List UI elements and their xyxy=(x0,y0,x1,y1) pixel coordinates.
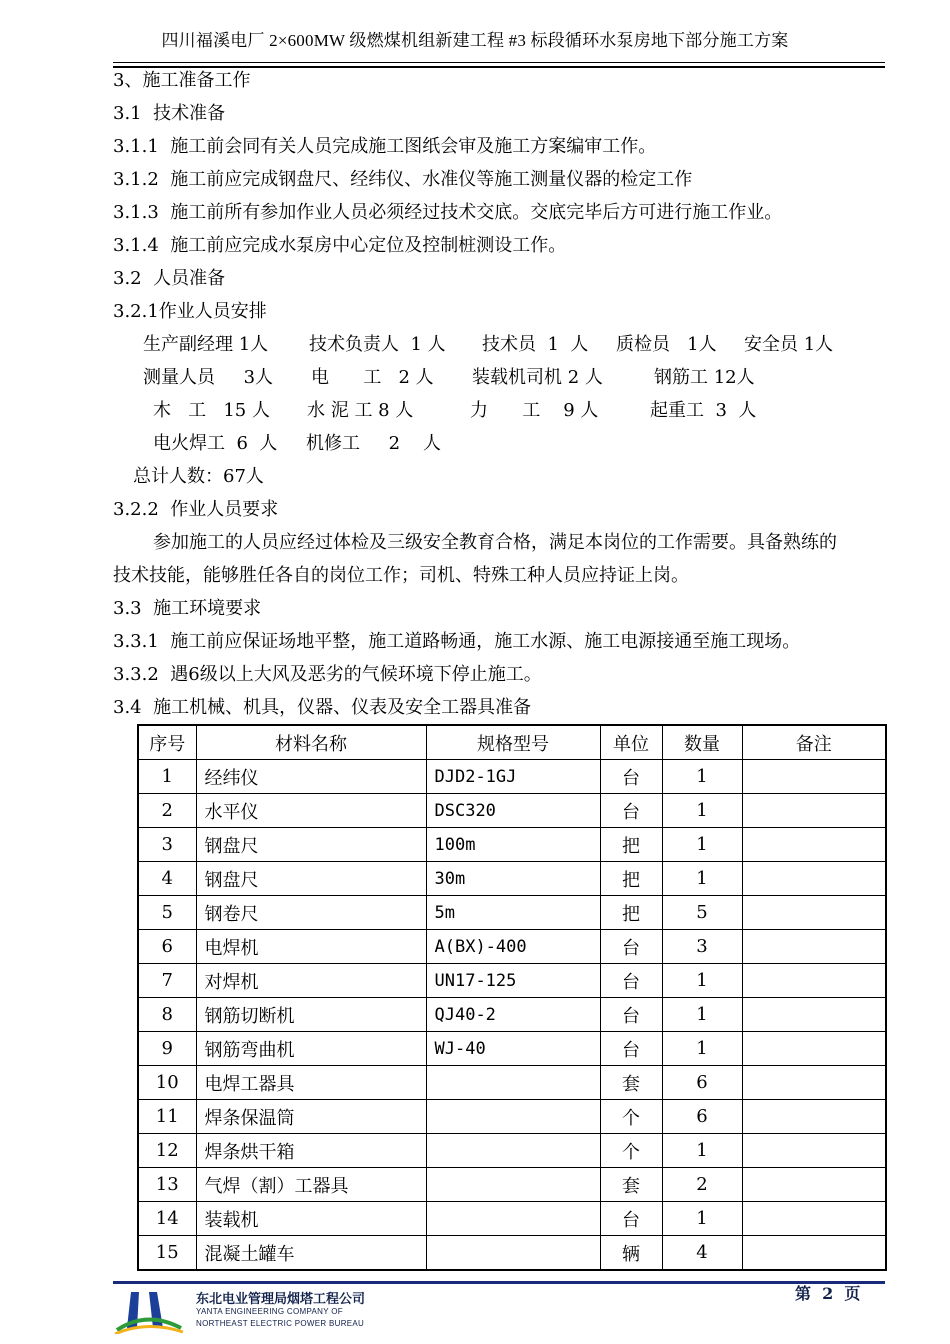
company-name-cn: 东北电业管理局烟塔工程公司 xyxy=(196,1292,366,1307)
unit-cell: 台 xyxy=(600,794,662,828)
table-row xyxy=(138,1134,886,1168)
paragraph-line: 3.3.1 施工前应保证场地平整，施工道路畅通，施工水源、施工电源接通至施工现场。 xyxy=(113,631,801,652)
unit-cell: 把 xyxy=(600,862,662,896)
remark-cell xyxy=(742,1202,886,1236)
staff-item: 钢筋工 12人 xyxy=(654,367,755,388)
paragraph-line: 参加施工的人员应经过体检及三级安全教育合格，满足本岗位的工作需要。具备熟练的 xyxy=(153,532,837,553)
remark-cell xyxy=(742,964,886,998)
staff-item: 技术负责人 1 人 xyxy=(309,334,446,355)
staff-item: 起重工 3 人 xyxy=(650,400,757,421)
paragraph-line: 技术技能，能够胜任各自的岗位工作；司机、特殊工种人员应持证上岗。 xyxy=(113,565,689,586)
quantity-cell: 1 xyxy=(662,1134,742,1168)
material-name-cell: 电焊机 xyxy=(196,930,426,964)
table-header-row xyxy=(138,725,886,760)
unit-cell: 台 xyxy=(600,998,662,1032)
material-name-cell: 装载机 xyxy=(196,1202,426,1236)
row-index-cell: 5 xyxy=(138,896,196,930)
section-heading: 3、施工准备工作 xyxy=(113,70,251,91)
quantity-cell: 1 xyxy=(662,1202,742,1236)
remark-cell xyxy=(742,930,886,964)
page-header-title: 四川福溪电厂 2×600MW 级燃煤机组新建工程 #3 标段循环水泵房地下部分施工方案 xyxy=(161,31,789,50)
spec-cell: WJ-40 xyxy=(426,1032,600,1066)
material-name-cell: 钢筋弯曲机 xyxy=(196,1032,426,1066)
material-name-cell: 对焊机 xyxy=(196,964,426,998)
header-rule-thick xyxy=(113,66,885,68)
row-index-cell: 1 xyxy=(138,760,196,794)
spec-cell: 5m xyxy=(426,896,600,930)
column-header: 序号 xyxy=(138,725,196,760)
unit-cell: 台 xyxy=(600,930,662,964)
company-name-en-line2: NORTHEAST ELECTRIC POWER BUREAU xyxy=(196,1319,365,1328)
unit-cell: 把 xyxy=(600,828,662,862)
remark-cell xyxy=(742,862,886,896)
column-header: 备注 xyxy=(742,725,886,760)
material-name-cell: 钢卷尺 xyxy=(196,896,426,930)
quantity-cell: 1 xyxy=(662,862,742,896)
paragraph-line: 3.1.2 施工前应完成钢盘尺、经纬仪、水准仪等施工测量仪器的检定工作 xyxy=(113,169,693,190)
spec-cell xyxy=(426,1168,600,1202)
unit-cell: 辆 xyxy=(600,1236,662,1271)
remark-cell xyxy=(742,998,886,1032)
spec-cell: QJ40-2 xyxy=(426,998,600,1032)
row-index-cell: 4 xyxy=(138,862,196,896)
table-body xyxy=(138,760,886,1271)
unit-cell: 个 xyxy=(600,1100,662,1134)
remark-cell xyxy=(742,896,886,930)
table-row xyxy=(138,828,886,862)
unit-cell: 台 xyxy=(600,760,662,794)
spec-cell: DJD2-1GJ xyxy=(426,760,600,794)
staff-item: 质检员 1人 xyxy=(616,334,717,355)
quantity-cell: 6 xyxy=(662,1100,742,1134)
spec-cell: 100m xyxy=(426,828,600,862)
paragraph-line: 3.1.4 施工前应完成水泵房中心定位及控制桩测设工作。 xyxy=(113,235,567,256)
row-index-cell: 13 xyxy=(138,1168,196,1202)
staff-item: 电火焊工 6 人 xyxy=(153,433,278,454)
unit-cell: 个 xyxy=(600,1134,662,1168)
staff-item: 技术员 1 人 xyxy=(482,334,589,355)
row-index-cell: 12 xyxy=(138,1134,196,1168)
staff-item: 木 工 15 人 xyxy=(153,400,270,421)
spec-cell xyxy=(426,1202,600,1236)
spec-cell xyxy=(426,1066,600,1100)
row-index-cell: 6 xyxy=(138,930,196,964)
quantity-cell: 1 xyxy=(662,1032,742,1066)
staff-item: 生产副经理 1人 xyxy=(143,334,269,355)
paragraph-line: 3.2.1作业人员安排 xyxy=(113,301,267,322)
row-index-cell: 15 xyxy=(138,1236,196,1271)
staff-item: 装载机司机 2 人 xyxy=(472,367,603,388)
staff-row xyxy=(0,334,950,356)
table-row xyxy=(138,930,886,964)
remark-cell xyxy=(742,760,886,794)
paragraph-line: 3.3.2 遇6级以上大风及恶劣的气候环境下停止施工。 xyxy=(113,664,542,685)
quantity-cell: 1 xyxy=(662,828,742,862)
spec-cell xyxy=(426,1134,600,1168)
quantity-cell: 1 xyxy=(662,794,742,828)
remark-cell xyxy=(742,1134,886,1168)
staff-item: 机修工 2 人 xyxy=(306,433,441,454)
quantity-cell: 1 xyxy=(662,760,742,794)
quantity-cell: 2 xyxy=(662,1168,742,1202)
column-header: 规格型号 xyxy=(426,725,600,760)
row-index-cell: 3 xyxy=(138,828,196,862)
quantity-cell: 6 xyxy=(662,1066,742,1100)
table-row xyxy=(138,1066,886,1100)
subsection-heading: 3.2.2 作业人员要求 xyxy=(113,499,279,520)
remark-cell xyxy=(742,828,886,862)
remark-cell xyxy=(742,1168,886,1202)
header-rule-thin xyxy=(113,62,885,63)
quantity-cell: 3 xyxy=(662,930,742,964)
remark-cell xyxy=(742,1032,886,1066)
unit-cell: 台 xyxy=(600,1032,662,1066)
table-row xyxy=(138,896,886,930)
material-name-cell: 焊条保温筒 xyxy=(196,1100,426,1134)
row-index-cell: 10 xyxy=(138,1066,196,1100)
unit-cell: 台 xyxy=(600,964,662,998)
table-row xyxy=(138,1236,886,1271)
remark-cell xyxy=(742,1100,886,1134)
quantity-cell: 1 xyxy=(662,964,742,998)
remark-cell xyxy=(742,1236,886,1271)
row-index-cell: 8 xyxy=(138,998,196,1032)
unit-cell: 套 xyxy=(600,1066,662,1100)
material-name-cell: 钢盘尺 xyxy=(196,828,426,862)
remark-cell xyxy=(742,794,886,828)
staff-item: 电 工 2 人 xyxy=(311,367,434,388)
row-index-cell: 14 xyxy=(138,1202,196,1236)
staff-item: 水 泥 工 8 人 xyxy=(307,400,414,421)
subsection-heading: 3.1 技术准备 xyxy=(113,103,226,124)
staff-total: 总计人数：67人 xyxy=(133,466,264,487)
subsection-heading: 3.2 人员准备 xyxy=(113,268,226,289)
row-index-cell: 7 xyxy=(138,964,196,998)
equipment-table xyxy=(137,724,887,1271)
staff-item: 力 工 9 人 xyxy=(470,400,599,421)
material-name-cell: 经纬仪 xyxy=(196,760,426,794)
paragraph-line: 3.1.1 施工前会同有关人员完成施工图纸会审及施工方案编审工作。 xyxy=(113,136,657,157)
paragraph-line: 3.1.3 施工前所有参加作业人员必须经过技术交底。交底完毕后方可进行施工作业。 xyxy=(113,202,783,223)
quantity-cell: 4 xyxy=(662,1236,742,1271)
spec-cell: 30m xyxy=(426,862,600,896)
table-row xyxy=(138,1168,886,1202)
company-name-en-line1: YANTA ENGINEERING COMPANY OF xyxy=(196,1307,343,1316)
material-name-cell: 混凝土罐车 xyxy=(196,1236,426,1271)
table-row xyxy=(138,794,886,828)
table-row xyxy=(138,760,886,794)
material-name-cell: 钢盘尺 xyxy=(196,862,426,896)
subsection-heading: 3.3 施工环境要求 xyxy=(113,598,262,619)
staff-row xyxy=(0,433,950,455)
staff-item: 安全员 1人 xyxy=(744,334,834,355)
material-name-cell: 焊条烘干箱 xyxy=(196,1134,426,1168)
table-row xyxy=(138,1202,886,1236)
company-logo-icon xyxy=(113,1288,185,1334)
table-row xyxy=(138,1100,886,1134)
row-index-cell: 11 xyxy=(138,1100,196,1134)
spec-cell xyxy=(426,1236,600,1271)
material-name-cell: 水平仪 xyxy=(196,794,426,828)
spec-cell: UN17-125 xyxy=(426,964,600,998)
staff-item: 测量人员 3人 xyxy=(143,367,274,388)
material-name-cell: 钢筋切断机 xyxy=(196,998,426,1032)
remark-cell xyxy=(742,1066,886,1100)
staff-row xyxy=(0,400,950,422)
quantity-cell: 1 xyxy=(662,998,742,1032)
table-row xyxy=(138,998,886,1032)
quantity-cell: 5 xyxy=(662,896,742,930)
table-row xyxy=(138,1032,886,1066)
staff-row xyxy=(0,367,950,389)
column-header: 材料名称 xyxy=(196,725,426,760)
column-header: 单位 xyxy=(600,725,662,760)
spec-cell xyxy=(426,1100,600,1134)
table-row xyxy=(138,964,886,998)
subsection-heading: 3.4 施工机械、机具，仪器、仪表及安全工器具准备 xyxy=(113,697,532,718)
material-name-cell: 电焊工器具 xyxy=(196,1066,426,1100)
spec-cell: A(BX)-400 xyxy=(426,930,600,964)
material-name-cell: 气焊（割）工器具 xyxy=(196,1168,426,1202)
spec-cell: DSC320 xyxy=(426,794,600,828)
unit-cell: 台 xyxy=(600,1202,662,1236)
unit-cell: 把 xyxy=(600,896,662,930)
unit-cell: 套 xyxy=(600,1168,662,1202)
table-row xyxy=(138,862,886,896)
column-header: 数量 xyxy=(662,725,742,760)
row-index-cell: 9 xyxy=(138,1032,196,1066)
footer-rule xyxy=(113,1281,885,1284)
row-index-cell: 2 xyxy=(138,794,196,828)
page-number: 第 2 页 xyxy=(795,1284,861,1303)
